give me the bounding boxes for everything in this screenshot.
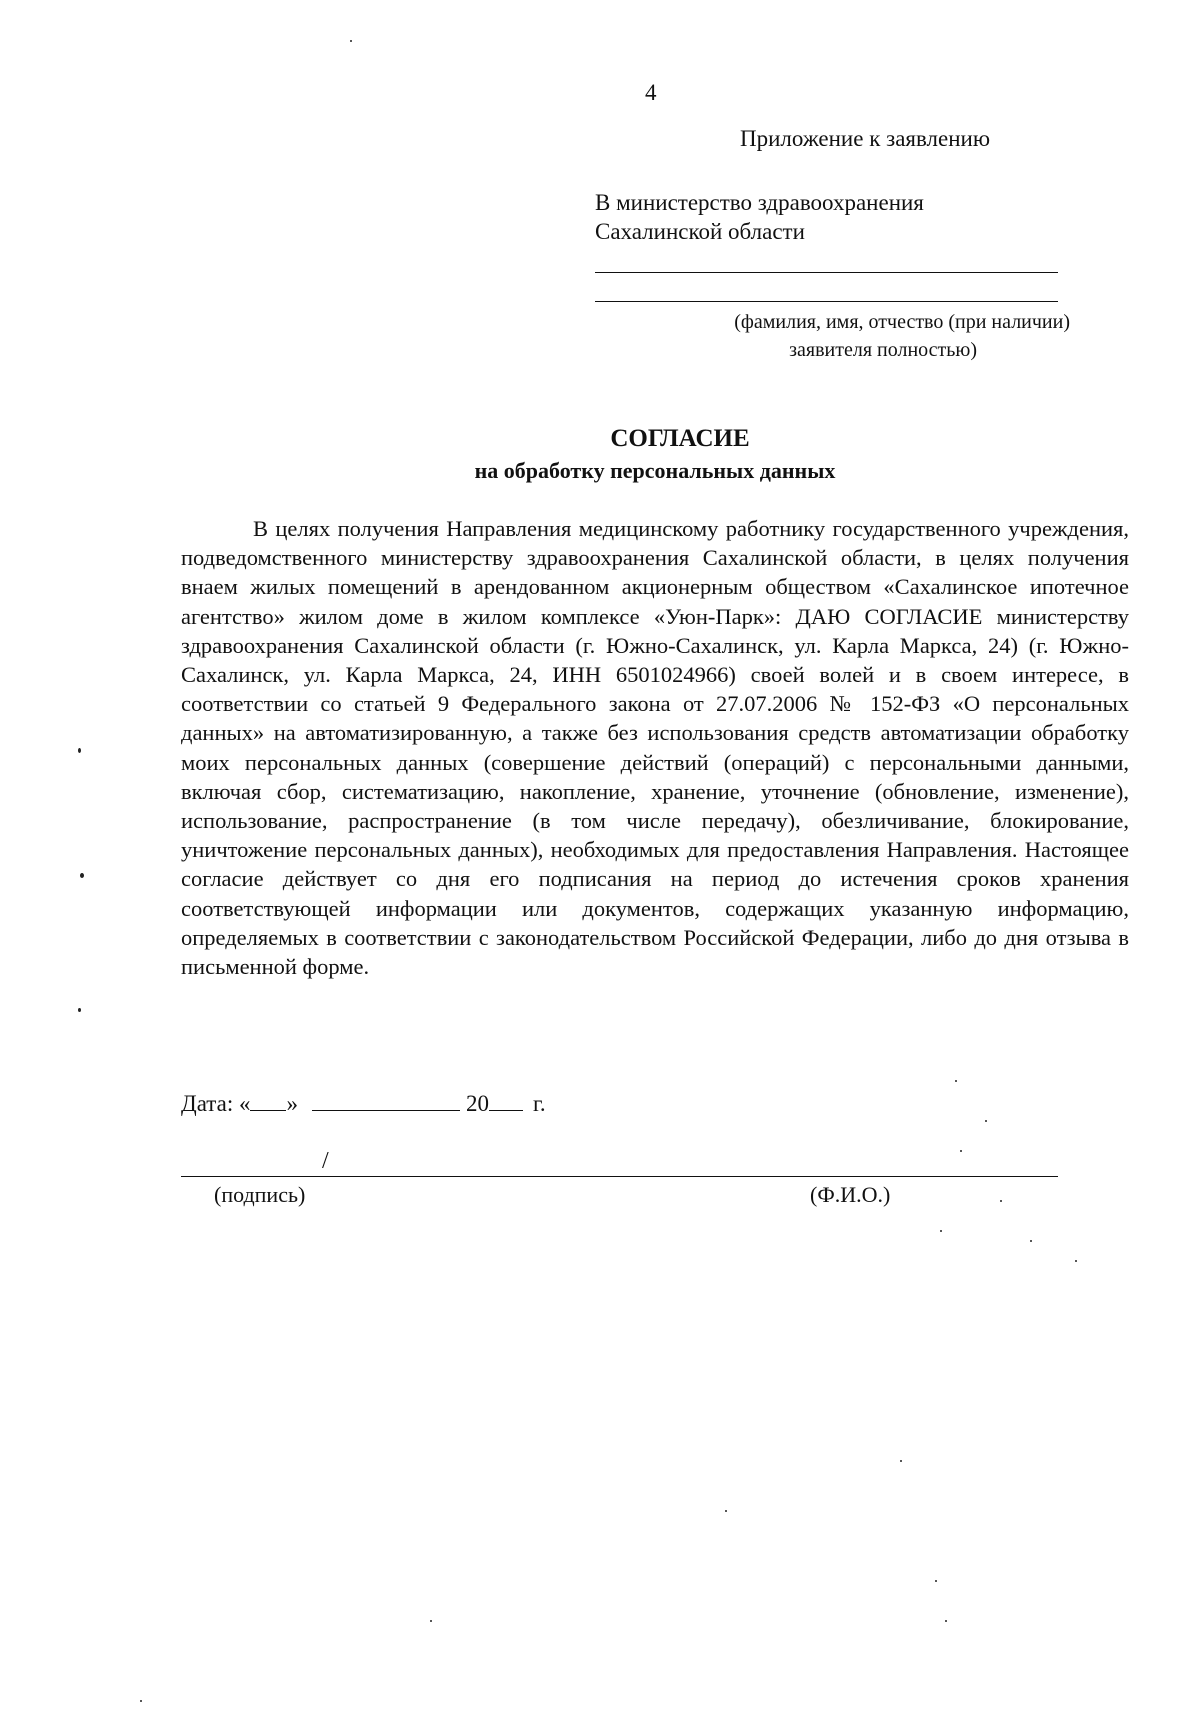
scan-speck bbox=[80, 873, 84, 878]
scan-speck bbox=[940, 1230, 942, 1232]
title-subtitle: на обработку персональных данных bbox=[474, 458, 836, 483]
date-day-blank[interactable] bbox=[250, 1090, 286, 1111]
signature-label: (подпись) bbox=[214, 1182, 306, 1207]
scan-speck bbox=[78, 1008, 81, 1012]
addressee-line-1: В министерство здравоохранения bbox=[595, 190, 924, 215]
signature-separator: / bbox=[322, 1148, 329, 1174]
date-century: 20 bbox=[465, 1091, 489, 1116]
applicant-name-hint-line-2: заявителя полностью) bbox=[789, 339, 977, 361]
appendix-note: Приложение к заявлению bbox=[740, 126, 991, 151]
scan-speck bbox=[900, 1460, 902, 1462]
applicant-name-hint bbox=[600, 308, 1070, 364]
document-title bbox=[180, 424, 1130, 486]
scan-speck bbox=[985, 1120, 987, 1122]
date-field bbox=[181, 1090, 546, 1117]
scan-speck bbox=[350, 40, 352, 42]
addressee-block bbox=[595, 188, 924, 246]
addressee-line-2: Сахалинской области bbox=[595, 219, 805, 244]
scan-speck bbox=[1000, 1200, 1002, 1202]
scan-speck bbox=[78, 748, 81, 753]
scan-speck bbox=[960, 1150, 962, 1152]
scan-speck bbox=[1030, 1240, 1032, 1242]
date-month-blank[interactable] bbox=[312, 1090, 460, 1111]
scan-speck bbox=[1075, 1260, 1077, 1262]
scan-speck bbox=[955, 1080, 957, 1082]
consent-body-text: В целях получения Направления медицинскому работнику государственного учреждения, подведомственного министерству здравоохранения Сахалинской области, в целях получения внаем жилых помещений в арендованном акционерным обществом «Сахалинское ипотечное агентство» жилом доме в жилом комплексе «Уюн-Парк»: ДАЮ СОГЛАСИЕ министерству здравоохранения Сахалинской области (г. Южно-Сахалинск, ул. Карла Маркса, 24) (г. Южно-Сахалинск, ул. Карла Маркса, 24, ИНН 6501024966) своей волей и в своем интересе, в соответствии со статьей 9 Федерального закона от 27.07.2006 № 152-ФЗ «О персональных данных» на автоматизированную, а также без использования средств автоматизации обработку моих персональных данных (совершение действий (операций) с персональными данными, включая сбор, систематизацию, накопление, хранение, уточнение (обновление, изменение), использование, распространение (в том числе передачу), обезличивание, блокирование, уничтожение персональных данных), необходимых для предоставления Направления. Настоящее согласие действует со дня его подписания на период до истечения сроков хранения соответствующей информации или документов, содержащих указанную информацию, определяемых в соответствии с законодательством Российской Федерации, либо до дня отзыва в письменной форме. bbox=[181, 516, 1129, 980]
scan-speck bbox=[725, 1510, 727, 1512]
scan-speck bbox=[140, 1700, 142, 1702]
applicant-name-line-1[interactable] bbox=[595, 272, 1058, 273]
title-main: СОГЛАСИЕ bbox=[610, 425, 750, 452]
fio-label: (Ф.И.О.) bbox=[810, 1182, 891, 1207]
scan-speck bbox=[935, 1580, 937, 1582]
signature-line[interactable] bbox=[181, 1176, 1058, 1177]
date-year-suffix: г. bbox=[532, 1091, 546, 1116]
applicant-name-line-2[interactable] bbox=[595, 301, 1058, 302]
date-close-quote: » bbox=[286, 1091, 298, 1116]
scan-speck bbox=[945, 1620, 947, 1622]
date-label: Дата: « bbox=[181, 1091, 251, 1116]
date-year-blank[interactable] bbox=[489, 1090, 523, 1111]
scan-speck bbox=[430, 1620, 432, 1622]
applicant-name-hint-line-1: (фамилия, имя, отчество (при наличии) bbox=[734, 311, 1070, 333]
page-number: 4 bbox=[645, 80, 657, 105]
